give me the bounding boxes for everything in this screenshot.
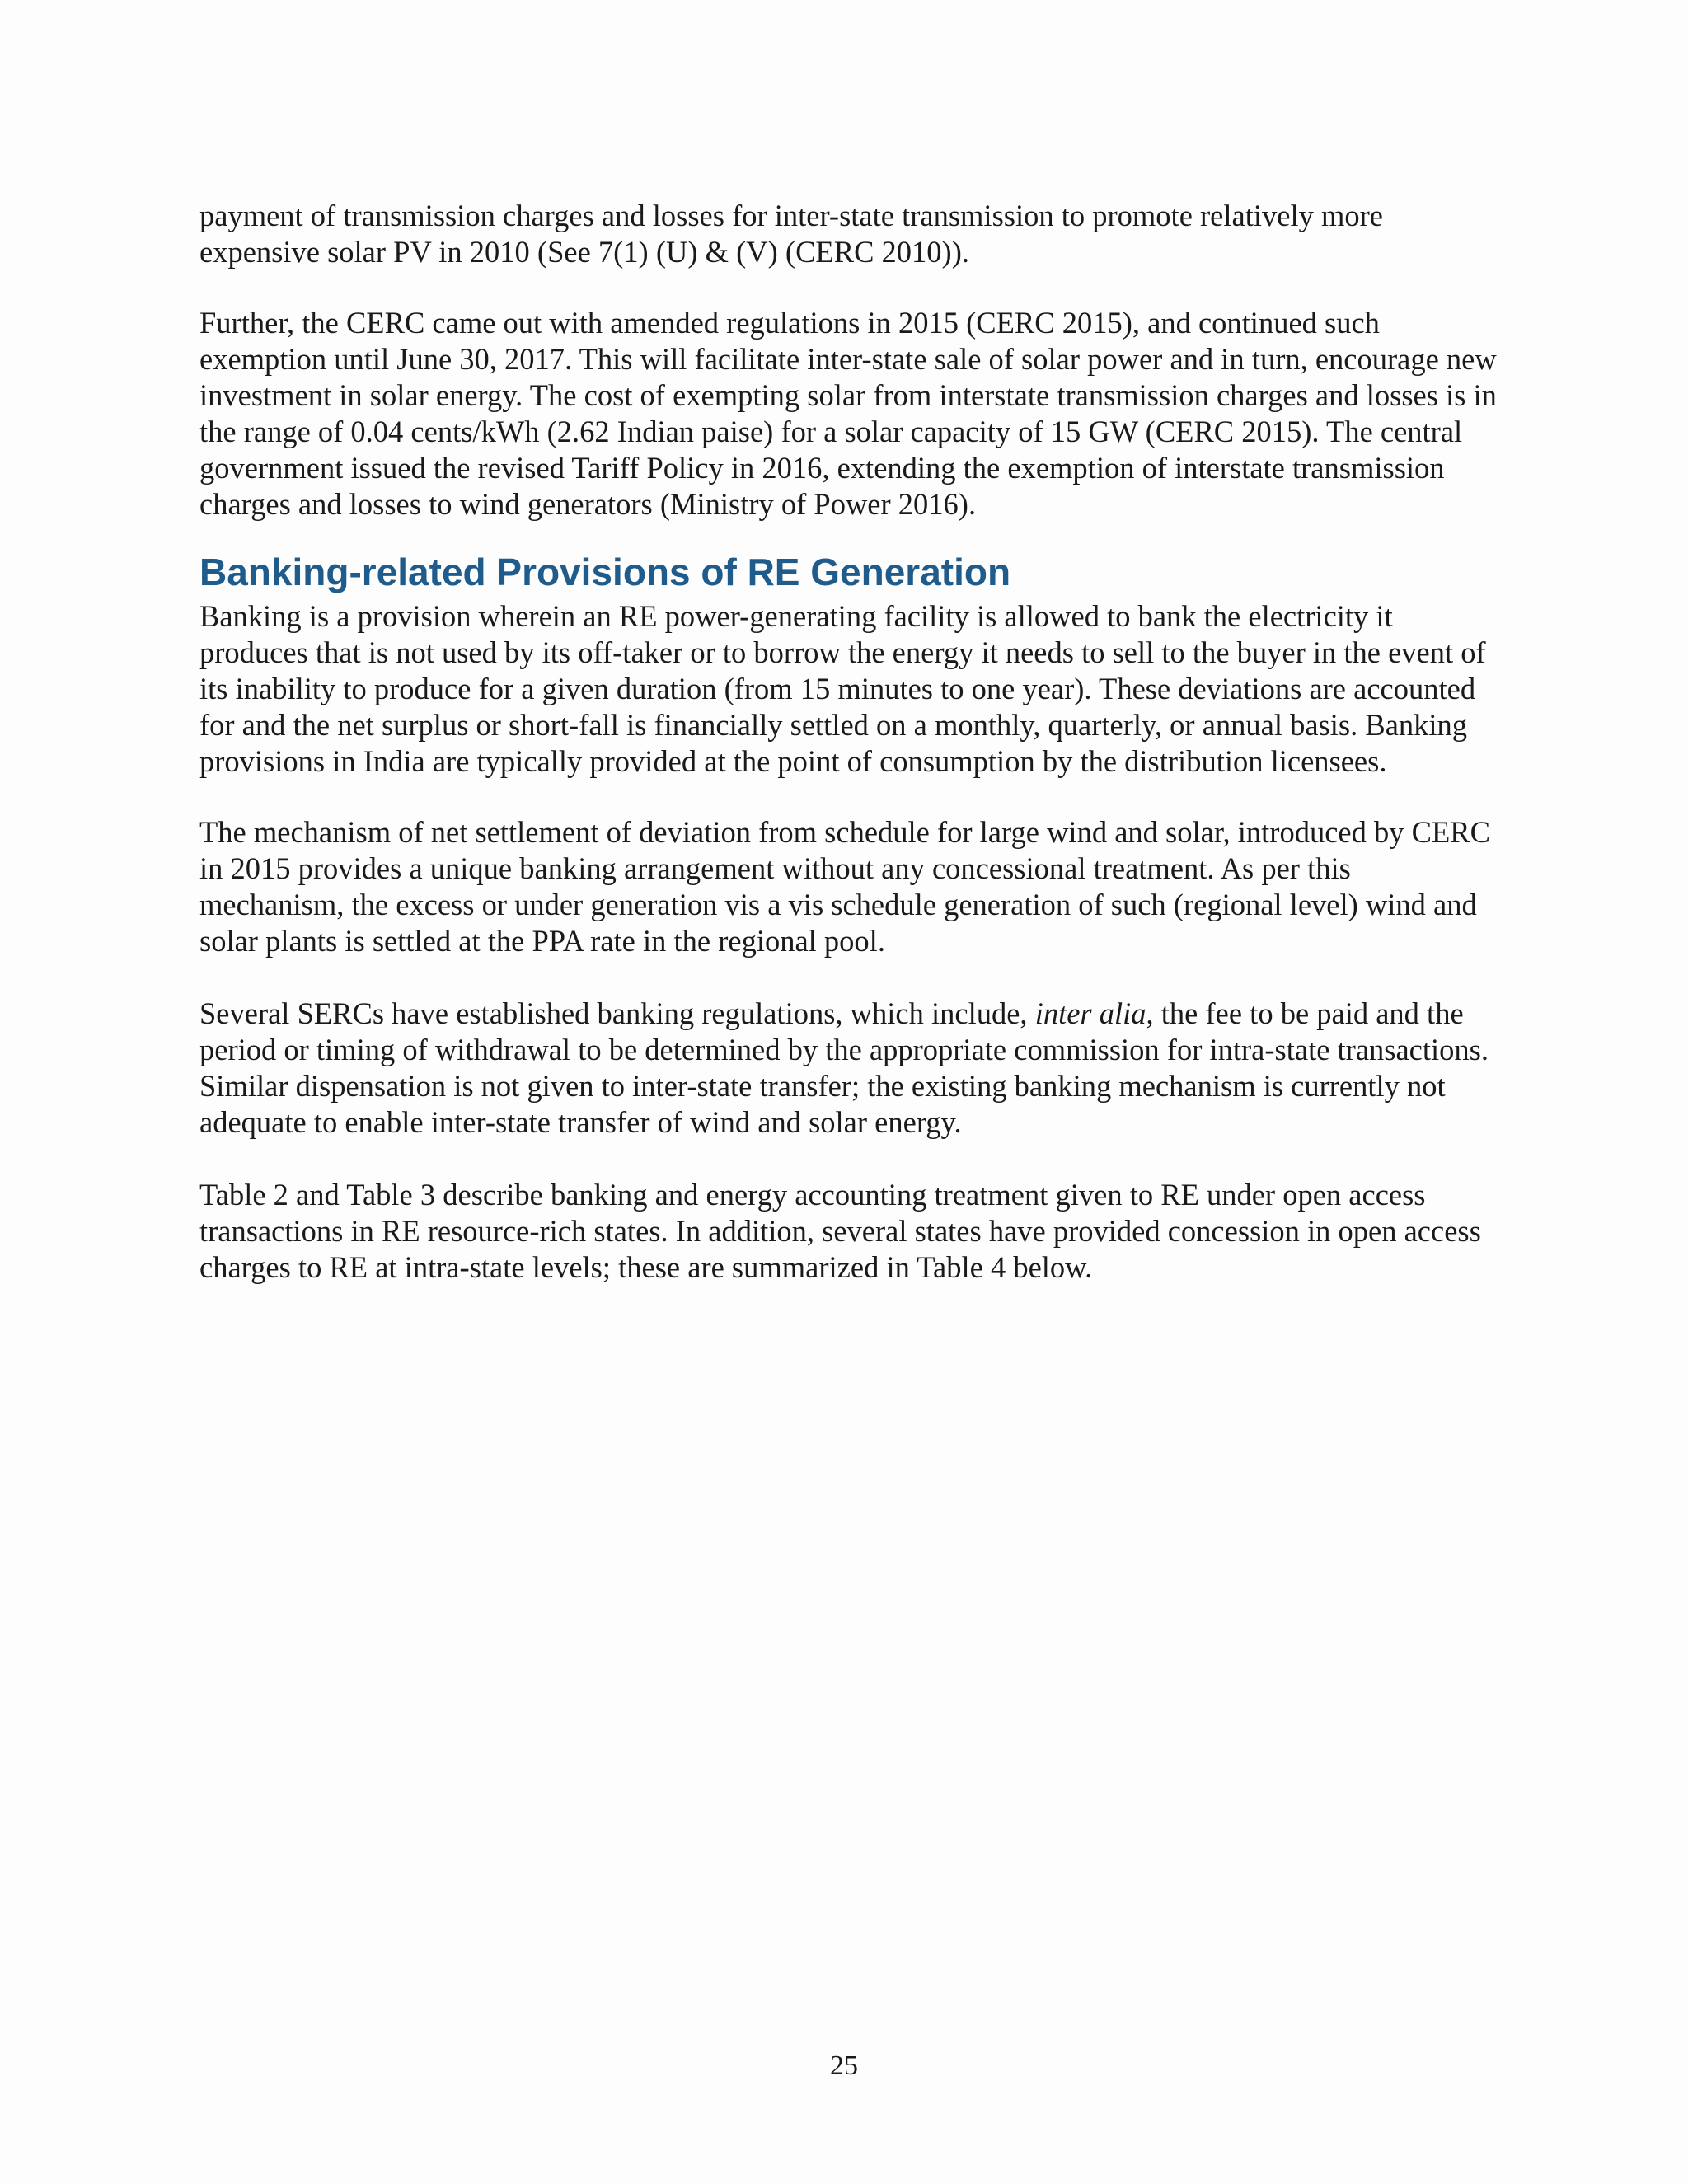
paragraph-table-references: Table 2 and Table 3 describe banking and energy accounting treatment given to RE under open access transactions in RE resource-rich states. In addition, several states have provided concession in open access charges to RE at intra-state levels; these are summarized in Table 4 below. xyxy=(199,1178,1481,1284)
italic-term: inter alia xyxy=(1034,996,1146,1030)
paragraph-cerc-amended-regulations: Further, the CERC came out with amended regulations in 2015 (CERC 2015), and continued such exemption until June 30, 2017. This will facilitate inter-state sale of solar power and in turn, encourage new investment in solar energy. The cost of exempting solar from interstate transmission charges and losses is in the range of 0.04 cents/kWh (2.62 Indian paise) for a solar capacity of 15 GW (CERC 2015). The central government issued the revised Tariff Policy in 2016, extending the exemption of interstate transmission charges and losses to wind generators (Ministry of Power 2016). xyxy=(199,306,1497,521)
paragraph-serc-banking-regulations xyxy=(199,996,1502,1141)
paragraph-transmission-charges: payment of transmission charges and losses for inter-state transmission to promote relatively more expensive solar PV in 2010 (See 7(1) (U) & (V) (CERC 2010)). xyxy=(199,199,1383,269)
page-number: 25 xyxy=(830,2050,858,2081)
section-heading: Banking-related Provisions of RE Generation xyxy=(199,551,1011,593)
paragraph-banking-definition: Banking is a provision wherein an RE power-generating facility is allowed to bank the electricity it produces that is not used by its off-taker or to borrow the energy it needs to sell to the buyer in the event of its inability to produce for a given duration (from 15 minutes to one year). These deviations are accounted for and the net surplus or short-fall is financially settled on a monthly, quarterly, or annual basis. Banking provisions in India are typically provided at the point of consumption by the distribution licensees. xyxy=(199,599,1486,778)
paragraph-text-after-italic: , the fee to be paid and the period or timing of withdrawal to be determined by the appropriate commission for intra-state transactions. Similar dispensation is not given to inter-state transfer; the existing banking mechanism is currently not adequate to enable inter-state transfer of wind and solar energy. xyxy=(199,996,1489,1139)
paragraph-text-before-italic: Several SERCs have established banking regulations, which include, xyxy=(199,996,1035,1030)
paragraph-net-settlement-mechanism: The mechanism of net settlement of deviation from schedule for large wind and solar, introduced by CERC in 2015 provides a unique banking arrangement without any concessional treatment. As per this mechanism, the excess or under generation vis a vis schedule generation of such (regional level) wind and solar plants is settled at the PPA rate in the regional pool. xyxy=(199,815,1490,958)
page-content xyxy=(199,198,1502,1322)
